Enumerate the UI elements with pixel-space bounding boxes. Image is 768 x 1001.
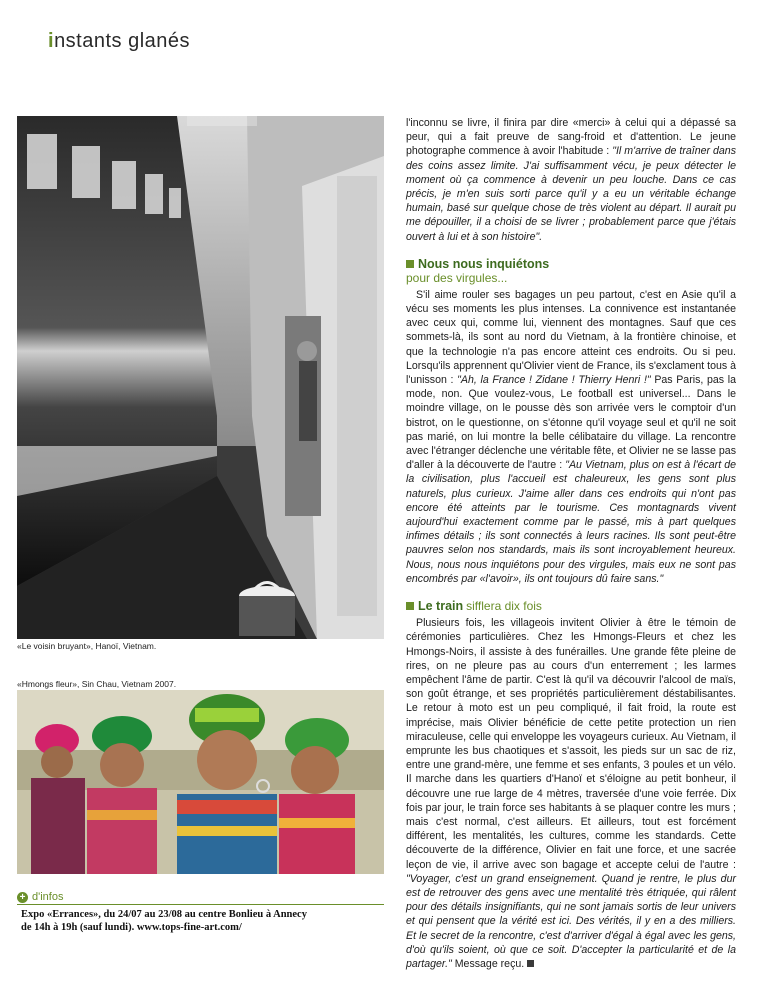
infos-header	[17, 890, 384, 905]
train-street-photo	[17, 116, 384, 639]
infos-line-1: Expo «Errances», du 24/07 au 23/08 au centre Bonlieu à Annecy	[21, 909, 307, 920]
p2-text: S'il aime rouler ses bagages un peu partout, c'est en Asie qu'il a vécu ses moments les plus intenses. La connivence est instantanée avec ceux qui, comme lui, viennent des montagnes. Sauf que ces sommets-là, ils sont au nord du Vietnam, à la frontière chinoise, et que la technologie n'a pas encore atteint ces endroits. Ou si peu. Lorsqu'ils apprennent qu'Olivier vient de France, ils s'exclament tous à l'unisson :	[406, 288, 736, 387]
header-rest: nstants glanés	[54, 30, 191, 52]
hmong-women-illustration	[17, 690, 384, 874]
infos-body	[17, 905, 384, 934]
infos-box	[17, 890, 384, 934]
article-column	[406, 116, 736, 971]
section-2-title: Le train	[418, 599, 464, 614]
p2-quote: "Ah, la France ! Zidane ! Thierry Henri !"	[457, 374, 651, 387]
hmong-women-photo	[17, 690, 384, 874]
infos-label: d'infos	[32, 891, 64, 903]
section-1-subtitle: pour des virgules...	[406, 270, 508, 285]
p3-text: Plusieurs fois, les villageois invitent Olivier à être le témoin de cérémonies particulières. Chez les Hmongs-Fleurs et chez les Hmongs-Noirs, il assiste à des funérailles. Une grande fête pleine de rires, on ne pleure pas au cours d'un enterrement ; les larmes empêchent l'âme de partir. C'est là qu'il va découvrir l'alcool de maïs, son goût étrange, et ses propriétés particulièrement déstabilisantes. Le retour à moto est un peu compliqué, il fait froid, la route est imprécise, mais Olivier bénéficie de cette petite protection un rien miraculeuse, celle qui enveloppe les voyageurs curieux. Au Vietnam, il emprunte les bus chaotiques et s'assoit, les pieds sur un sac de riz, entre une grand-mère, une femme et ses enfants, 3 poules et un vélo. Il marche dans les quartiers d'Hanoï et s'éloigne au petit bonheur, il découvre une rue large de 4 mètres, traversée d'une voie ferrée. Dix fois par jour, le train force ses habitants à se plaquer contre les murs ; mais c'est normal, c'est ailleurs. Et ailleurs, tout est forcément différent, les mentalités, les cultures, comme les standards. Cette découverte de la différence, Olivier en fait une force, et une sacrée leçon de vie, il arrive avec son bagage et accepte celui de l'autre :	[406, 617, 736, 871]
paragraph-3	[406, 616, 736, 971]
p3-quote: "Voyager, c'est un grand enseignement. Quand je rentre, le plus dur est de retrouver des gens avec une mentalité très étriquée, qui râlent pour des détails insignifiants, qui ne sont jamais sortis de leur univers et qui pensent que la vérité est ici. Des vérités, il y en a des milliers. Et le secret de la rencontre, c'est d'arriver d'égal à égal avec les gens, d'où qu'ils soient, où que ce soit. D'accepter la particularité et de la partager."	[406, 872, 736, 970]
section-1-title: Nous nous inquiétons	[418, 256, 550, 271]
paragraph-2	[406, 288, 736, 586]
plus-icon: +	[17, 892, 28, 903]
photo2-caption: «Hmongs fleur», Sin Chau, Vietnam 2007.	[17, 679, 177, 689]
train-street-illustration	[17, 116, 384, 639]
photo1-caption: «Le voisin bruyant», Hanoï, Vietnam.	[17, 641, 157, 651]
p2-quote-2: "Au Vietnam, plus on est à l'écart de la civilisation, plus l'accueil est chaleureux, les gens sont plus naturels, plus curieux. J'aime aller dans ces endroits qui n'ont pas encore été atteints par le tourisme. Ces montagnards vivent aujourd'hui exactement comme par le passé, mis à part quelques infimes détails ; ils sont connectés à leurs racines. Ils sont peut-être pauvres selon nos standards, mais ils sont incroyablement heureux. Nous, nous nous inquiétons pour des virgules, mais eux ne sont pas encombrés par «l'avoir», ils ont toujours dû faire sans."	[406, 459, 737, 585]
p1-text: l'inconnu se livre, il finira par dire «merci» à celui qui a dépassé sa peur, qui a fait preuve de sang-froid et d'attention. Le jeune photographe commence à avoir l'habitude :	[406, 117, 736, 158]
p1-quote: "Il m'arrive de traîner dans des coins assez limite. J'ai suffisamment vécu, je peux détecter le moment où ça commence à devenir un peu louche. Dans ce cas précis, je m'en suis sorti parce qu'il y a eu un véritable échange humain, basé sur quelque chose de très violent au départ. Il aurait pu me dépouiller, il a choisi de se livrer ; probablement parce que j'étais ouvert à lui et à son histoire".	[406, 145, 736, 243]
section-bullet-icon	[406, 602, 414, 610]
section-bullet-icon	[406, 260, 414, 268]
header-initial: i	[48, 30, 55, 52]
end-mark-icon	[527, 960, 534, 967]
section-title-1	[406, 258, 736, 286]
section-2-subtitle: sifflera dix fois	[466, 599, 542, 614]
paragraph-1	[406, 116, 736, 244]
section-title-2	[406, 600, 736, 614]
p2-text-b: Pas Paris, pas la mode, non. Que voulez-vous, Le football est universel... Dans le moindre village, on le pousse dès son arrivée vers le comptoir d'un bistrot, on le questionne, on s'étonne qu'il voyage seul et qu'il ne soit pas marié, on lui montre la belle célibataire du village. La rencontre avec l'étranger déclenche une véritable fête, et Olivier ne se lasse pas d'aller à la découverte de l'autre :	[406, 374, 736, 472]
magazine-section-header	[48, 30, 190, 53]
p3-end: Message reçu.	[451, 957, 525, 970]
infos-line-2: de 14h à 19h (sauf lundi). www.tops-fine-art.com/	[21, 922, 242, 933]
